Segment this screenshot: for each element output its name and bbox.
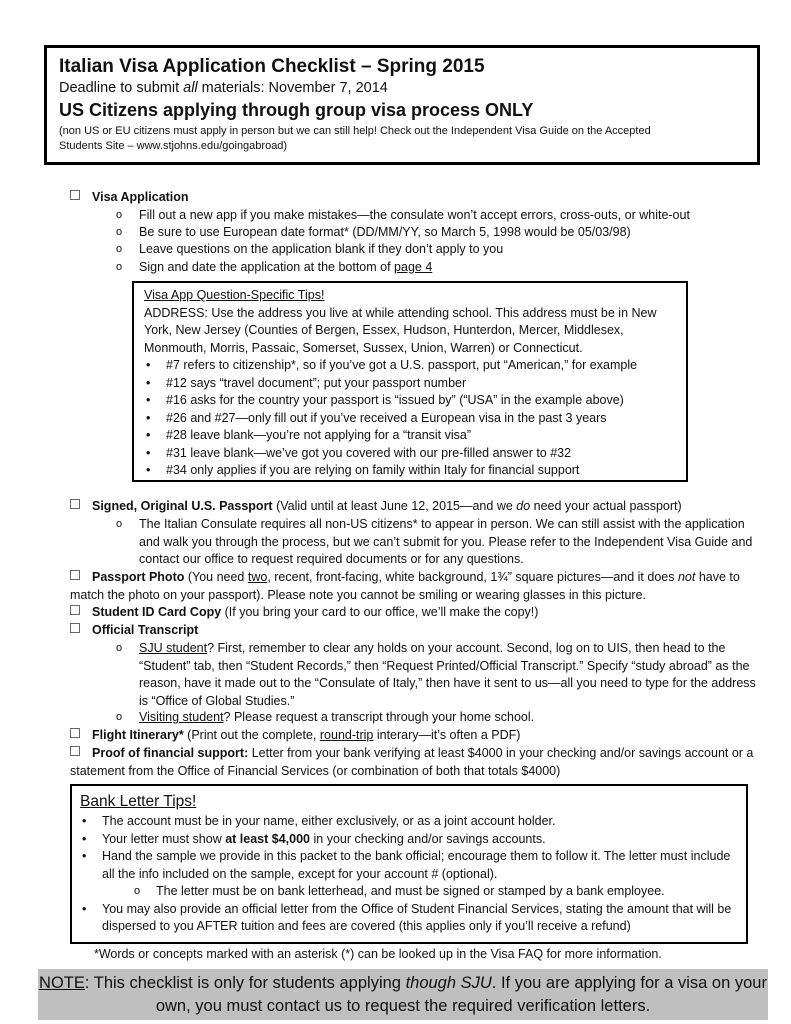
sub-bullet-text: Fill out a new app if you make mistakes—the consulate won’t accept errors, cross-outs, or white-out — [139, 208, 690, 222]
bank-tip-item: • You may also provide an official letter from the Office of Student Financial Services, stating the amount that will be dispersed to you AFTER tuition and fees are covered (this applies only if you’ll receive a refund) — [80, 901, 738, 936]
deadline-line — [59, 79, 745, 98]
item-text: Letter from your bank verifying at least $4000 in your checking and/or savings account or a statement from the Office of Financial Services (or combination of both that totals $4000) — [70, 746, 754, 778]
tip-item: • #7 refers to citizenship*, so if you’ve got a U.S. passport, put “American,” for example — [144, 357, 678, 375]
item-label: Signed, Original U.S. Passport — [92, 499, 273, 513]
tip-item: • #12 says “travel document”; put your passport number — [144, 375, 678, 393]
bank-tips-list — [80, 813, 738, 936]
bank-tip-text: Your letter must show — [102, 831, 226, 846]
deadline-emphasis: all — [183, 80, 198, 96]
item-text: need your actual passport) — [530, 499, 682, 513]
tips-list — [144, 357, 678, 480]
bank-tips-title: Bank Letter Tips! — [80, 793, 197, 810]
item-text: (Valid until at least June 12, 2015—and we — [272, 499, 517, 513]
tip-item: • #26 and #27—only fill out if you’ve received a European visa in the past 3 years — [144, 410, 678, 428]
note-label: NOTE — [39, 974, 85, 992]
item-emphasis: do — [516, 499, 531, 513]
item-text: (Print out the complete, — [183, 728, 320, 742]
sub-bullet-text: The Italian Consulate requires all non-US citizens* to appear in person. We can still assist with the application and walk you through the process, but we can’t submit for you. Please refer to the Independent Visa Guide and contact our office to request required documents or for any questions. — [139, 517, 753, 566]
header-note-line2: Students Site – www.stjohns.edu/goingabroad) — [59, 140, 288, 152]
circle-bullet-icon: o — [116, 711, 123, 723]
sub-bullet-text — [139, 709, 759, 727]
item-label: Student ID Card Copy — [92, 605, 222, 619]
sju-student-link[interactable]: SJU student — [139, 641, 208, 655]
checkbox-icon[interactable] — [70, 499, 80, 509]
deadline-text: Deadline to submit — [59, 80, 184, 96]
header-note-line1: (non US or EU citizens must apply in person but we can still help! Check out the Independent Visa Guide on the Accepted — [59, 125, 651, 137]
circle-bullet-icon: o — [116, 261, 123, 273]
checkbox-icon[interactable] — [70, 728, 80, 738]
checkbox-icon[interactable] — [70, 190, 80, 200]
item-underline: round-trip — [319, 728, 374, 742]
item-text: , recent, front-facing, white background, 1¾” square pictures—and it does — [267, 570, 678, 584]
sign-text: Sign and date the application at the bottom of — [139, 260, 395, 274]
tips-box — [132, 281, 688, 482]
checkbox-icon[interactable] — [70, 623, 80, 633]
tips-address: ADDRESS: Use the address you live at while attending school. This address must be in New York, New Jersey (Counties of Bergen, Essex, Hudson, Hunterdon, Mercer, Middlesex, Monmouth, Morris, Passaic, Somerset, Sussex, Union, Warren) or Connecticut. — [144, 305, 657, 355]
bank-tips-box — [70, 784, 748, 944]
item-visa-application — [70, 189, 760, 207]
header-note — [59, 124, 745, 154]
item-student-id — [70, 604, 760, 622]
item-financial-support — [70, 745, 760, 780]
sub-bullet-text: Leave questions on the application blank if they don’t apply to you — [139, 242, 504, 256]
visiting-student-link[interactable]: Visiting student — [139, 710, 224, 724]
bank-tip-text: The letter must be on bank letterhead, and must be signed or stamped by a bank employee. — [156, 884, 665, 898]
item-passport-photo — [70, 569, 760, 604]
tip-item: • #34 only applies if you are relying on family within Italy for financial support — [144, 462, 678, 480]
item-passport — [70, 498, 760, 516]
item-emphasis: not — [677, 570, 696, 584]
item-label: Proof of financial support: — [92, 746, 249, 760]
item-transcript — [70, 622, 760, 640]
deadline-date: materials: November 7, 2014 — [197, 80, 388, 96]
bank-tip-bold: at least $4,000 — [225, 831, 311, 846]
header-box — [44, 45, 760, 165]
tip-item: • #31 leave blank—we’ve got you covered with our pre-filled answer to #32 — [144, 445, 678, 463]
note-emphasis: though SJU — [405, 974, 492, 992]
item-label: Flight Itinerary* — [92, 728, 184, 742]
checkbox-icon[interactable] — [70, 746, 80, 756]
circle-bullet-icon: o — [134, 885, 141, 897]
sju-text: ? First, remember to clear any holds on your account. Second, log on to UIS, then head to the “Student” tab, then “Student Records,” then “Request Printed/Official Transcript.” Specify “study abroad” as the reason, have it made out to the “Consulate of Italy,” then have it sent to us—all you need to type for the address is “Office of Global Studies.” — [139, 641, 756, 708]
tip-item: • #16 asks for the country your passport is “issued by” (“USA” in the example above) — [144, 392, 678, 410]
checkbox-icon[interactable] — [70, 605, 80, 615]
bank-tip-item — [80, 831, 738, 849]
footnote: *Words or concepts marked with an asterisk (*) can be looked up in the Visa FAQ for more information. — [94, 947, 662, 961]
item-text: have to match the photo on your passport). Please note you cannot be smiling or wearing glasses in this picture. — [70, 570, 740, 602]
item-label: Passport Photo — [92, 570, 185, 584]
item-flight-itinerary — [70, 727, 760, 745]
circle-bullet-icon: o — [116, 226, 123, 238]
bank-tip-item: • Hand the sample we provide in this packet to the bank official; encourage them to follow it. The letter must include all the info included on the sample, except for your account # (optional). — [80, 848, 738, 883]
tips-title: Visa App Question-Specific Tips! — [144, 288, 325, 302]
item-text: (You need — [184, 570, 248, 584]
item-label: Visa Application — [92, 190, 189, 204]
note-bar — [38, 969, 768, 1020]
page-subtitle: US Citizens applying through group visa process ONLY — [59, 100, 534, 120]
item-label: Official Transcript — [92, 623, 199, 637]
circle-bullet-icon: o — [116, 243, 123, 255]
tip-item: • #28 leave blank—you’re not applying for a “transit visa” — [144, 427, 678, 445]
bank-tip-text: in your checking and/or savings accounts. — [310, 831, 546, 846]
circle-bullet-icon: o — [116, 209, 123, 221]
note-text: . If you are applying for a visa on your own, you must contact us to request the required verification letters. — [155, 974, 767, 1015]
item-text: (If you bring your card to our office, we’ll make the copy!) — [221, 605, 539, 619]
visiting-text: ? Please request a transcript through your home school. — [223, 710, 535, 724]
page-title: Italian Visa Application Checklist – Spring 2015 — [59, 56, 485, 77]
sub-bullet-text: Be sure to use European date format* (DD/MM/YY, so March 5, 1998 would be 05/03/98) — [139, 225, 631, 239]
sub-bullet-text — [139, 640, 759, 710]
item-text: interary—it’s often a PDF) — [373, 728, 521, 742]
page-4-link[interactable]: page 4 — [394, 260, 433, 274]
circle-bullet-icon: o — [116, 518, 123, 530]
bank-tip-item: • The account must be in your name, either exclusively, or as a joint account holder. — [80, 813, 738, 831]
bank-tip-subitem — [80, 883, 738, 901]
note-text: : This checklist is only for students applying — [84, 974, 406, 992]
item-underline: two — [247, 570, 268, 584]
circle-bullet-icon: o — [116, 642, 123, 654]
sub-bullet-text — [139, 259, 759, 277]
checkbox-icon[interactable] — [70, 570, 80, 580]
